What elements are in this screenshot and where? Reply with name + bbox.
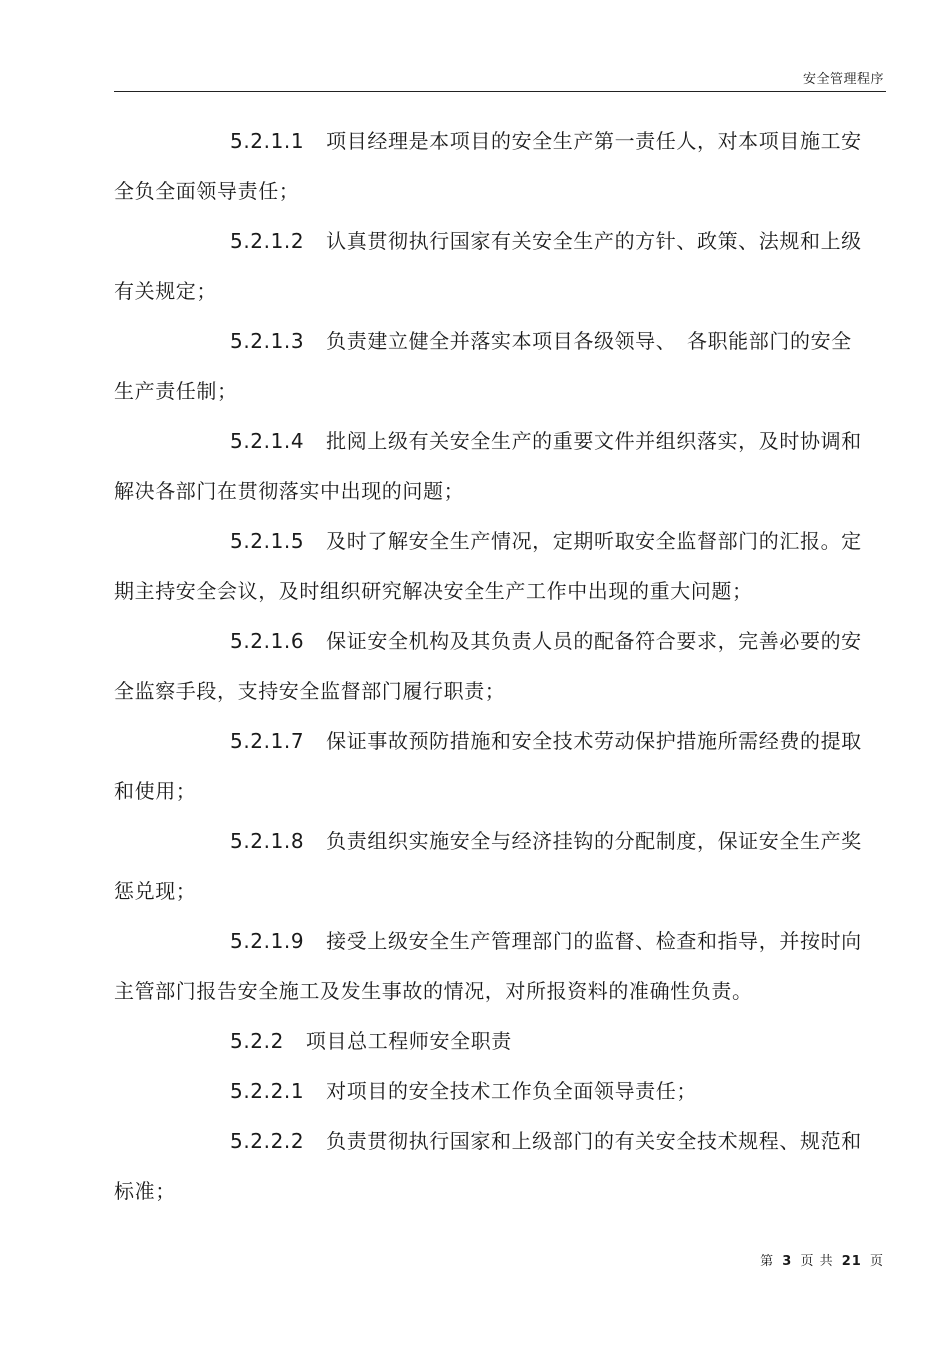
clause-text: 及时了解安全生产情况，定期听取安全监督部门的汇报。定期主持安全会议，及时组织研究解决安全生产工作中出现的重大问题； [114, 529, 862, 603]
clause-number: 5.2.1.2 [230, 229, 305, 253]
clause-number: 5.2.1.7 [230, 729, 305, 753]
clause-text: 负责贯彻执行国家和上级部门的有关安全技术规程、规范和标准； [114, 1129, 862, 1203]
clause-number: 5.2.1.4 [230, 429, 305, 453]
footer-middle: 页 共 [800, 1254, 834, 1269]
clause-paragraph [114, 1066, 872, 1116]
clause-paragraph [114, 1116, 872, 1216]
section-heading [114, 1016, 872, 1066]
clause-paragraph [114, 116, 872, 216]
clause-text: 保证安全机构及其负责人员的配备符合要求，完善必要的安全监察手段，支持安全监督部门履行职责； [114, 629, 862, 703]
document-body [114, 116, 872, 1216]
clause-paragraph [114, 916, 872, 1016]
clause-number: 5.2.1.1 [230, 129, 305, 153]
footer-prefix: 第 [760, 1254, 775, 1269]
clause-number: 5.2.1.8 [230, 829, 305, 853]
total-page-count: 21 [841, 1254, 862, 1269]
clause-paragraph [114, 516, 872, 616]
clause-number: 5.2.1.6 [230, 629, 305, 653]
clause-text: 认真贯彻执行国家有关安全生产的方针、政策、法规和上级有关规定； [114, 229, 862, 303]
clause-text: 负责组织实施安全与经济挂钩的分配制度，保证安全生产奖惩兑现； [114, 829, 862, 903]
current-page-number: 3 [782, 1254, 793, 1269]
clause-number: 5.2.2.1 [230, 1079, 305, 1103]
clause-number: 5.2.2.2 [230, 1129, 305, 1153]
clause-number: 5.2.1.9 [230, 929, 305, 953]
clause-text: 负责建立健全并落实本项目各级领导、 各职能部门的安全生产责任制； [114, 329, 852, 403]
section-number: 5.2.2 [230, 1029, 284, 1053]
header-title: 安全管理程序 [802, 72, 884, 87]
header-divider [114, 91, 886, 92]
clause-text: 项目经理是本项目的安全生产第一责任人，对本项目施工安全负全面领导责任； [114, 129, 862, 203]
page-number-footer [760, 1250, 884, 1269]
clause-paragraph [114, 616, 872, 716]
clause-paragraph [114, 416, 872, 516]
clause-paragraph [114, 316, 872, 416]
clause-text: 接受上级安全生产管理部门的监督、检查和指导，并按时向主管部门报告安全施工及发生事故的情况，对所报资料的准确性负责。 [114, 929, 862, 1003]
clause-number: 5.2.1.5 [230, 529, 305, 553]
clause-text: 对项目的安全技术工作负全面领导责任； [326, 1079, 697, 1103]
clause-text: 批阅上级有关安全生产的重要文件并组织落实，及时协调和解决各部门在贯彻落实中出现的问题； [114, 429, 862, 503]
clause-text: 保证事故预防措施和安全技术劳动保护措施所需经费的提取和使用； [114, 729, 862, 803]
clause-paragraph [114, 816, 872, 916]
section-title: 项目总工程师安全职责 [305, 1029, 512, 1053]
clause-paragraph [114, 216, 872, 316]
clause-paragraph [114, 716, 872, 816]
clause-number: 5.2.1.3 [230, 329, 305, 353]
footer-suffix: 页 [869, 1254, 884, 1269]
